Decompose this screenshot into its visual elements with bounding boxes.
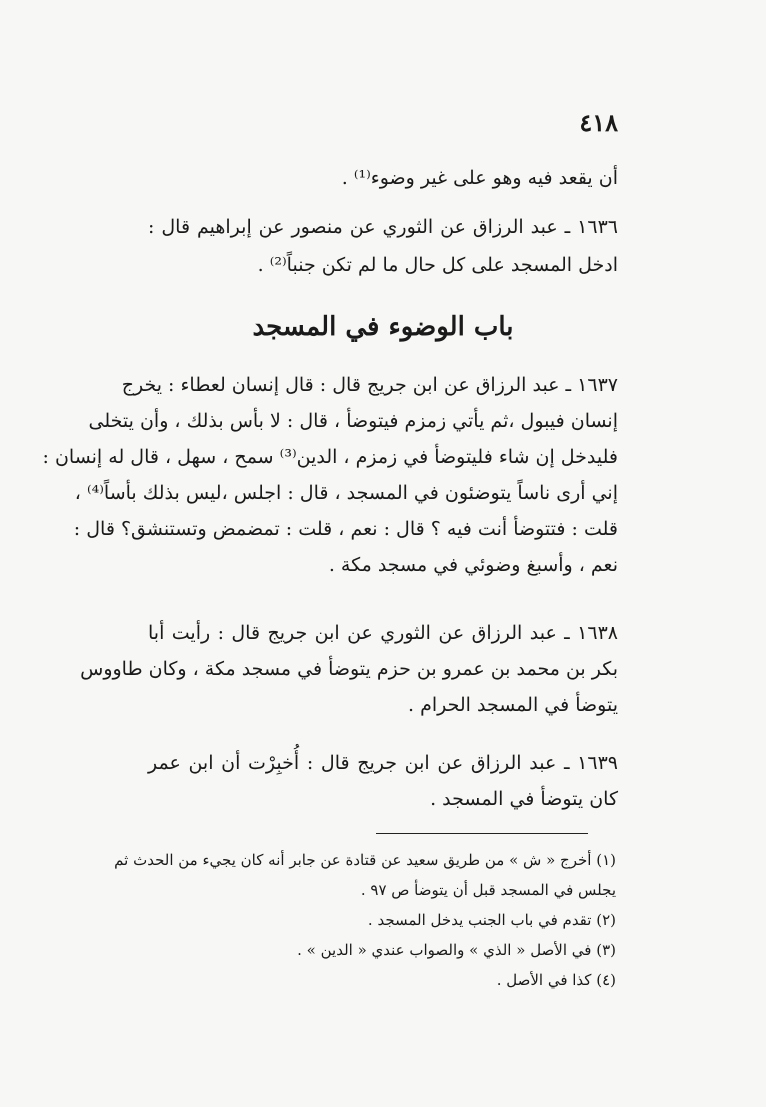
page-number: ٤١٨ (579, 108, 618, 137)
text-line: كان يتوضأ في المسجد . (430, 788, 618, 810)
text-line: يتوضأ في المسجد الحرام . (408, 694, 618, 716)
text-line: ١٦٣٨ ـ عبد الرزاق عن الثوري عن ابن جريج قال : رأيت أبا (148, 622, 618, 644)
hadith-1637 (42, 370, 618, 580)
footnote-1: (١) أخرج « ش » من طريق سعيد عن قتادة عن جابر أنه كان يجيء من الحدث ثم (114, 851, 616, 869)
text-line: إنسان فيبول ،ثم يأتي زمزم فيتوضأ ، قال : لا بأس بذلك ، وأن يتخلى (88, 410, 618, 432)
text-line: بكر بن محمد بن عمرو بن حزم يتوضأ في مسجد مكة ، وكان طاووس (80, 658, 618, 680)
footnote-separator (376, 833, 588, 834)
footnote-1-continued: يجلس في المسجد قبل أن يتوضأ ص ٩٧ . (360, 881, 616, 899)
text-line: ١٦٣٧ ـ عبد الرزاق عن ابن جريج قال : قال إنسان لعطاء : يخرج (121, 374, 618, 396)
text-line: نعم ، وأسبغ وضوئي في مسجد مكة . (328, 554, 618, 576)
footnote-4: (٤) كذا في الأصل . (496, 971, 616, 989)
hadith-1638 (80, 618, 618, 720)
footnote-2: (٢) تقدم في باب الجنب يدخل المسجد . (367, 911, 616, 929)
hadith-1639 (148, 748, 618, 814)
text-line: إني أرى ناساً يتوضئون في المسجد ، قال : اجلس ،ليس بذلك بأساً⁽⁴⁾ ، (74, 482, 618, 504)
text-line: أن يقعد فيه وهو على غير وضوء⁽¹⁾ . (341, 167, 618, 189)
section-title: باب الوضوء في المسجد (252, 312, 514, 342)
hadith-1636 (148, 212, 618, 280)
footnotes (116, 845, 616, 995)
text-line: ادخل المسجد على كل حال ما لم تكن جنباً⁽²⁾ . (257, 254, 618, 276)
intro-paragraph (148, 163, 618, 193)
footnote-3: (٣) في الأصل « الذي » والصواب عندي « الدين » . (297, 941, 616, 959)
text-line: ١٦٣٩ ـ عبد الرزاق عن ابن جريج قال : أُخبِرْت أن ابن عمر (148, 752, 618, 774)
text-line: فليدخل إن شاء فليتوضأ في زمزم ، الدين⁽³⁾ سمح ، سهل ، قال له إنسان : (42, 446, 618, 468)
text-line: قلت : فتتوضأ أنت فيه ؟ قال : نعم ، قلت : تمضمض وتستنشق؟ قال : (73, 518, 618, 540)
text-line: ١٦٣٦ ـ عبد الرزاق عن الثوري عن منصور عن إبراهيم قال : (148, 216, 618, 238)
